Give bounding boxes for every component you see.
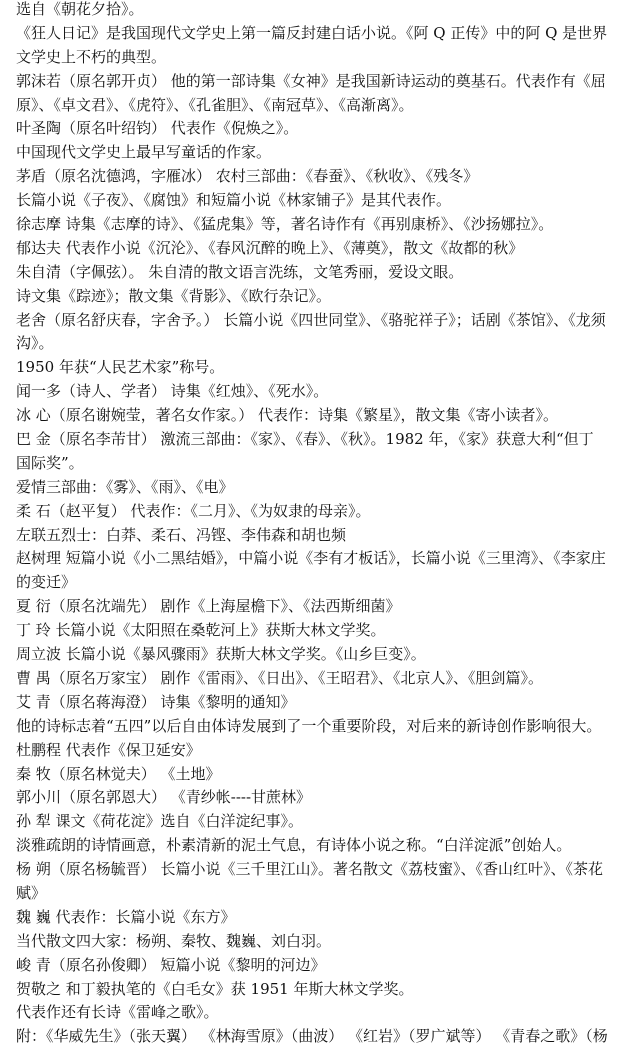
text-line: 夏 衍（原名沈端先） 剧作《上海屋檐下》、《法西斯细菌》 [16,597,401,616]
text-line: 杨 朔（原名杨毓晋） 长篇小说《三千里江山》。著名散文《荔枝蜜》、《香山红叶》、《茶花 [16,860,604,879]
text-line: 附：《华威先生》（张天翼） 《林海雪原》（曲波） 《红岩》（罗广斌等） 《青春之歌》（杨 [16,1027,608,1046]
text-line: 曹 禺（原名万家宝） 剧作《雷雨》、《日出》、《王昭君》、《北京人》、《胆剑篇》。 [16,668,544,687]
text-line: 文学史上不朽的典型。 [16,47,167,66]
text-line: 他的诗标志着“五四”以后自由体诗发展到了一个重要阶段，对后来的新诗创作影响很大。 [16,716,602,735]
text-line: 叶圣陶（原名叶绍钧） 代表作《倪焕之》。 [16,119,299,138]
text-line: 爱情三部曲：《雾》、《雨》、《电》 [16,477,234,496]
text-line: 选自《朝花夕拾》。 [16,0,144,18]
text-line: 国际奖”。 [16,453,84,472]
text-line: 周立波 长篇小说《暴风骤雨》获斯大林文学奖。《山乡巨变》。 [16,645,426,664]
text-line: 淡雅疏朗的诗情画意，朴素清新的泥土气息，有诗体小说之称。“白洋淀派”创始人。 [16,836,572,855]
text-line: 1950 年获“人民艺术家”称号。 [16,358,225,377]
text-line: 左联五烈士：白莽、柔石、冯铿、李伟森和胡也频 [16,525,347,544]
text-line: 原》、《卓文君》、《虎符》、《孔雀胆》、《南冠草》、《高渐离》。 [16,95,414,114]
text-line: 巴 金（原名李芾甘） 激流三部曲：《家》、《春》、《秋》。1982 年，《家》获意大利“但丁 [16,430,594,449]
text-line: 郭小川（原名郭恩大） 《青纱帐----甘蔗林》 [16,788,312,807]
text-line: 郁达夫 代表作小说《沉沦》、《春风沉醉的晚上》、《薄奠》，散文《故都的秋》 [16,238,524,257]
text-line: 魏 巍 代表作：长篇小说《东方》 [16,907,236,926]
text-line: 冰 心（原名谢婉莹，著名女作家。） 代表作：诗集《繁星》，散文集《寄小读者》。 [16,406,559,425]
text-line: 赋》 [16,883,47,902]
text-line: 代表作还有长诗《雷峰之歌》。 [16,1003,219,1022]
text-line: 贺敬之 和丁毅执笔的《白毛女》获 1951 年斯大林文学奖。 [16,979,414,998]
text-line: 徐志摩 诗集《志摩的诗》、《猛虎集》等，著名诗作有《再别康桥》、《沙扬娜拉》。 [16,215,554,234]
text-line: 中国现代文学史上最早写童话的作家。 [16,143,272,162]
text-line: 沟》。 [16,334,54,353]
text-line: 丁 玲 长篇小说《太阳照在桑乾河上》获斯大林文学奖。 [16,621,386,640]
text-line: 秦 牧（原名林觉夫） 《土地》 [16,764,221,783]
text-line: 《狂人日记》是我国现代文学史上第一篇反封建白话小说。《阿 Q 正传》中的阿 Q 是世界 [16,23,608,42]
text-line: 老舍（原名舒庆春，字舍予。） 长篇小说《四世同堂》、《骆驼祥子》；话剧《茶馆》、《龙须 [16,310,606,329]
text-line: 艾 青（原名蒋海澄） 诗集《黎明的通知》 [16,692,296,711]
text-line: 长篇小说《子夜》、《腐蚀》和短篇小说《林家铺子》是其代表作。 [16,191,452,210]
text-line: 茅盾（原名沈德鸿，字雁冰） 农村三部曲：《春蚕》、《秋收》、《残冬》 [16,167,479,186]
text-line: 朱自清（字佩弦）。 朱自清的散文语言洗练，文笔秀丽，爱设文眼。 [16,262,464,281]
text-line: 当代散文四大家：杨朔、秦牧、魏巍、刘白羽。 [16,931,332,950]
text-line: 赵树理 短篇小说《小二黑结婚》，中篇小说《李有才板话》，长篇小说《三里湾》、《李家庄 [16,549,606,568]
text-line: 郭沫若（原名郭开贞） 他的第一部诗集《女神》是我国新诗运动的奠基石。代表作有《屈 [16,71,606,90]
text-line: 孙 犁 课文《荷花淀》选自《白洋淀纪事》。 [16,812,304,831]
text-line: 柔 石（赵平复） 代表作：《二月》、《为奴隶的母亲》。 [16,501,371,520]
text-line: 的变迁》 [16,573,77,592]
text-line: 峻 青（原名孙俊卿） 短篇小说《黎明的河边》 [16,955,326,974]
text-line: 杜鹏程 代表作《保卫延安》 [16,740,201,759]
text-line: 闻一多（诗人、学者） 诗集《红烛》、《死水》。 [16,382,329,401]
text-line: 诗文集《踪迹》；散文集《背影》、《欧行杂记》。 [16,286,332,305]
